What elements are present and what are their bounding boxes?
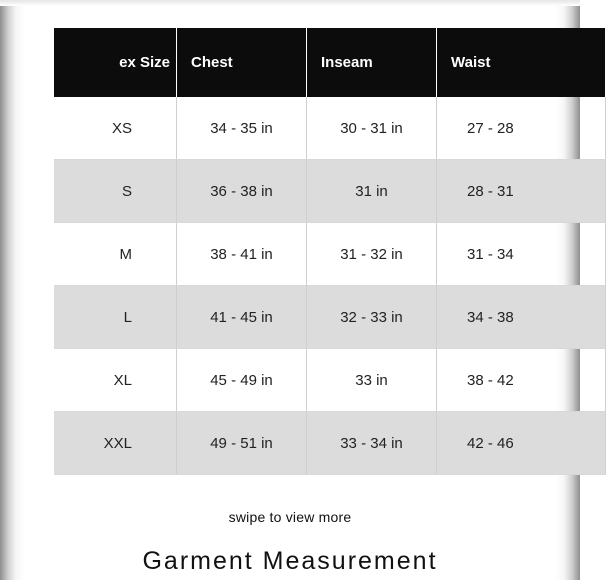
chest-cell: 49 - 51 in xyxy=(177,412,307,475)
size-cell: M xyxy=(54,223,177,286)
header-waist: Waist xyxy=(437,28,606,97)
chest-cell: 45 - 49 in xyxy=(177,349,307,412)
top-strip xyxy=(0,0,580,6)
table-row xyxy=(54,412,606,475)
waist-cell: 31 - 34 xyxy=(437,223,606,286)
waist-cell: 34 - 38 xyxy=(437,286,606,349)
header-inseam: Inseam xyxy=(307,28,437,97)
chest-cell: 36 - 38 in xyxy=(177,160,307,223)
waist-cell: 38 - 42 xyxy=(437,349,606,412)
chest-cell: 41 - 45 in xyxy=(177,286,307,349)
size-cell: XXL xyxy=(54,412,177,475)
inseam-cell: 33 - 34 in xyxy=(307,412,437,475)
inseam-cell: 33 in xyxy=(307,349,437,412)
table-row xyxy=(54,160,606,223)
size-table-scroll-area[interactable] xyxy=(100,28,514,471)
size-cell: XL xyxy=(54,349,177,412)
table-header-row xyxy=(54,28,606,97)
swipe-hint: swipe to view more xyxy=(228,509,352,525)
table-row xyxy=(54,349,606,412)
inseam-cell: 31 - 32 in xyxy=(307,223,437,286)
waist-cell: 28 - 31 xyxy=(437,160,606,223)
table-row xyxy=(54,97,606,160)
header-size: ex Size xyxy=(54,28,177,97)
table-row xyxy=(54,286,606,349)
waist-cell: 27 - 28 xyxy=(437,97,606,160)
chest-cell: 34 - 35 in xyxy=(177,97,307,160)
table-row xyxy=(54,223,606,286)
section-title: Garment Measurement xyxy=(142,547,438,575)
inseam-cell: 31 in xyxy=(307,160,437,223)
size-cell: XS xyxy=(54,97,177,160)
inseam-cell: 32 - 33 in xyxy=(307,286,437,349)
chest-cell: 38 - 41 in xyxy=(177,223,307,286)
size-cell: S xyxy=(54,160,177,223)
inseam-cell: 30 - 31 in xyxy=(307,97,437,160)
size-cell: L xyxy=(54,286,177,349)
header-chest: Chest xyxy=(177,28,307,97)
waist-cell: 42 - 46 xyxy=(437,412,606,475)
size-table xyxy=(54,28,606,475)
